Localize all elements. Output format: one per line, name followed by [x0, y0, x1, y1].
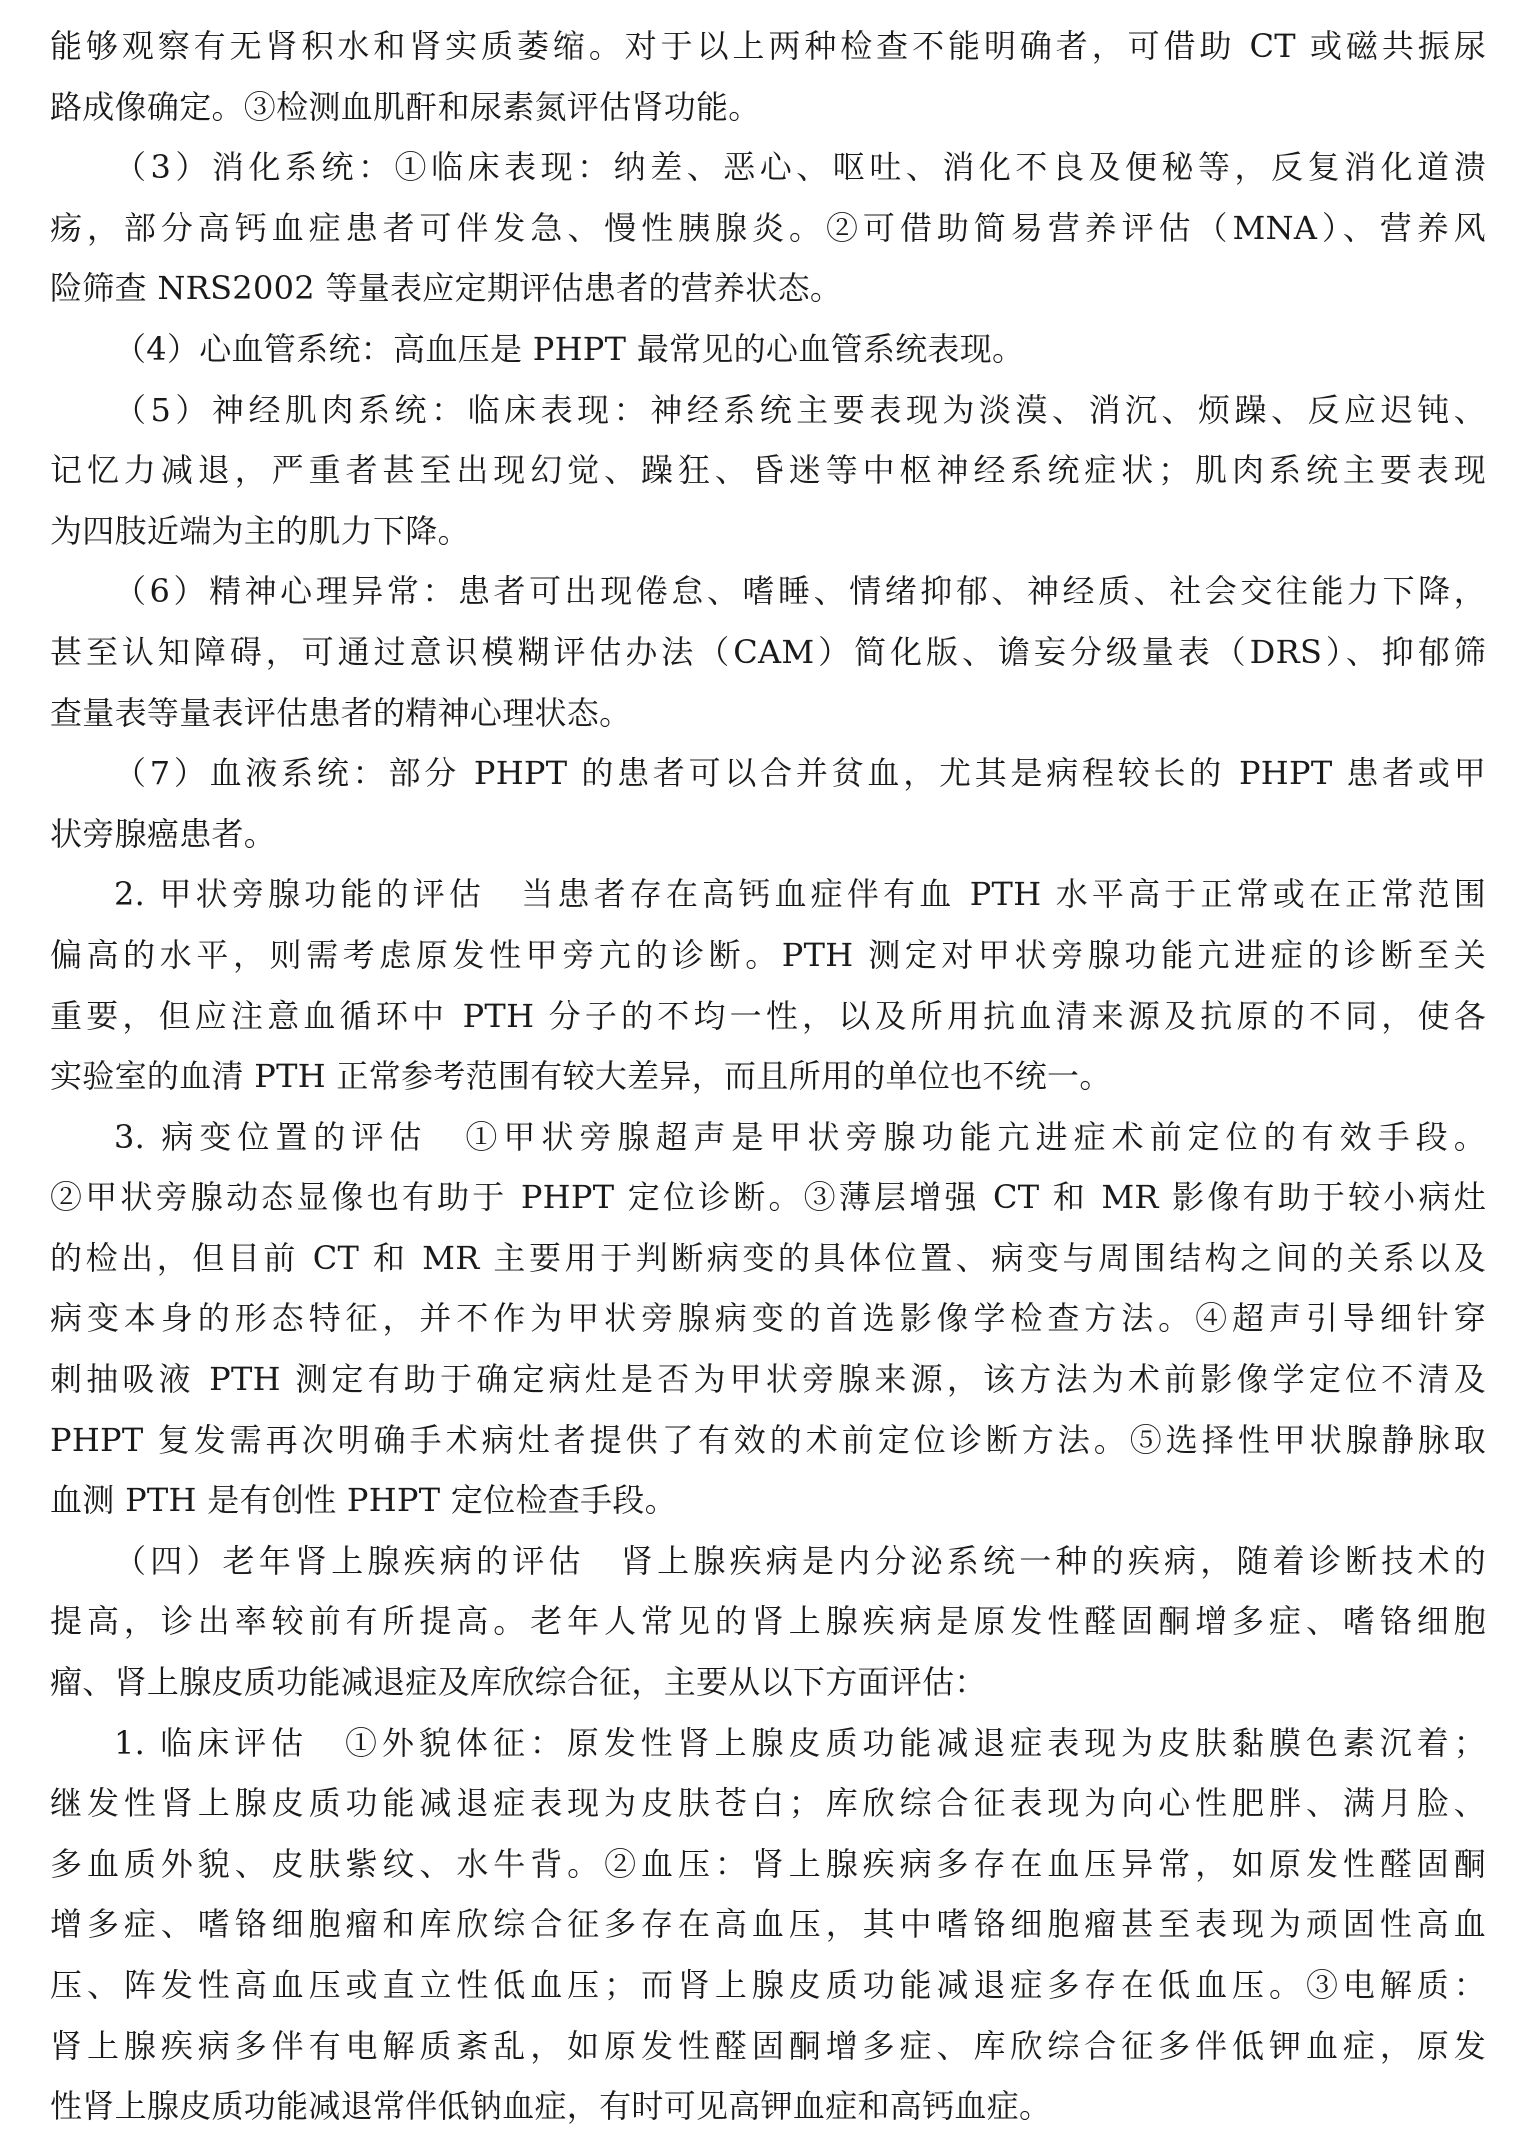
- text-line: （四）老年肾上腺疾病的评估 肾上腺疾病是内分泌系统一种的疾病，随着诊断技术的: [114, 1541, 1486, 1580]
- text-line: 状旁腺癌患者。: [50, 814, 277, 853]
- text-line: 甚至认知障碍，可通过意识模糊评估办法（CAM）简化版、谵妄分级量表（DRS）、抑郁筛: [50, 632, 1486, 671]
- text-line: 路成像确定。③检测血肌酐和尿素氮评估肾功能。: [50, 87, 761, 126]
- text-line: 压、阵发性高血压或直立性低血压；而肾上腺皮质功能减退症多存在低血压。③电解质：: [50, 1966, 1486, 2004]
- text-line: （3）消化系统：①临床表现：纳差、恶心、呕吐、消化不良及便秘等，反复消化道溃: [114, 148, 1486, 187]
- text-line: 重要，但应注意血循环中 PTH 分子的不均一性，以及所用抗血清来源及抗原的不同，使各: [50, 996, 1486, 1035]
- text-line: PHPT 复发需再次明确手术病灶者提供了有效的术前定位诊断方法。⑤选择性甲状腺静脉取: [50, 1420, 1486, 1459]
- text-line: 为四肢近端为主的肌力下降。: [50, 511, 470, 550]
- text-line: 2. 甲状旁腺功能的评估 当患者存在高钙血症伴有血 PTH 水平高于正常或在正常范围: [114, 875, 1486, 914]
- text-line: ②甲状旁腺动态显像也有助于 PHPT 定位诊断。③薄层增强 CT 和 MR 影像有助于较小病灶: [50, 1178, 1486, 1217]
- text-line: （4）心血管系统：高血压是 PHPT 最常见的心血管系统表现。: [114, 329, 1025, 368]
- text-line: 增多症、嗜铬细胞瘤和库欣综合征多存在高血压，其中嗜铬细胞瘤甚至表现为顽固性高血: [50, 1905, 1486, 1944]
- text-line: 3. 病变位置的评估 ①甲状旁腺超声是甲状旁腺功能亢进症术前定位的有效手段。: [114, 1117, 1486, 1156]
- text-line: 实验室的血清 PTH 正常参考范围有较大差异，而且所用的单位也不统一。: [50, 1057, 1112, 1096]
- text-line: 性肾上腺皮质功能减退常伴低钠血症，有时可见高钾血症和高钙血症。: [50, 2087, 1052, 2126]
- text-line: 继发性肾上腺皮质功能减退症表现为皮肤苍白；库欣综合征表现为向心性肥胖、满月脸、: [50, 1784, 1486, 1823]
- text-line: 能够观察有无肾积水和肾实质萎缩。对于以上两种检查不能明确者，可借助 CT 或磁共振尿: [50, 27, 1486, 65]
- text-line: （5）神经肌肉系统：临床表现：神经系统主要表现为淡漠、消沉、烦躁、反应迟钝、: [114, 390, 1486, 429]
- text-line: 瘤、肾上腺皮质功能减退症及库欣综合征，主要从以下方面评估：: [50, 1663, 987, 1702]
- text-line: 疡，部分高钙血症患者可伴发急、慢性胰腺炎。②可借助简易营养评估（MNA）、营养风: [50, 208, 1486, 247]
- text-line: 血测 PTH 是有创性 PHPT 定位检查手段。: [50, 1481, 677, 1520]
- text-line: 的检出，但目前 CT 和 MR 主要用于判断病变的具体位置、病变与周围结构之间的关系以及: [50, 1238, 1486, 1277]
- text-line: （6）精神心理异常：患者可出现倦怠、嗜睡、情绪抑郁、神经质、社会交往能力下降，: [114, 572, 1486, 611]
- text-line: 多血质外貌、皮肤紫纹、水牛背。②血压：肾上腺疾病多存在血压异常，如原发性醛固酮: [50, 1844, 1486, 1883]
- text-line: （7）血液系统：部分 PHPT 的患者可以合并贫血，尤其是病程较长的 PHPT 患者或甲: [114, 754, 1486, 793]
- text-line: 肾上腺疾病多伴有电解质紊乱，如原发性醛固酮增多症、库欣综合征多伴低钾血症，原发: [50, 2026, 1486, 2065]
- text-line: 1. 临床评估 ①外貌体征：原发性肾上腺皮质功能减退症表现为皮肤黏膜色素沉着；: [114, 1723, 1486, 1762]
- text-line: 记忆力减退，严重者甚至出现幻觉、躁狂、昏迷等中枢神经系统症状；肌肉系统主要表现: [50, 451, 1486, 490]
- document-page: [50, 16, 1486, 2137]
- text-line: 查量表等量表评估患者的精神心理状态。: [50, 693, 632, 732]
- text-line: 提高，诊出率较前有所提高。老年人常见的肾上腺疾病是原发性醛固酮增多症、嗜铬细胞: [50, 1602, 1486, 1641]
- text-line: 险筛查 NRS2002 等量表应定期评估患者的营养状态。: [50, 269, 843, 308]
- text-line: 刺抽吸液 PTH 测定有助于确定病灶是否为甲状旁腺来源，该方法为术前影像学定位不清及: [50, 1360, 1486, 1399]
- text-line: 偏高的水平，则需考虑原发性甲旁亢的诊断。PTH 测定对甲状旁腺功能亢进症的诊断至关: [50, 935, 1486, 974]
- text-line: 病变本身的形态特征，并不作为甲状旁腺病变的首选影像学检查方法。④超声引导细针穿: [50, 1299, 1486, 1338]
